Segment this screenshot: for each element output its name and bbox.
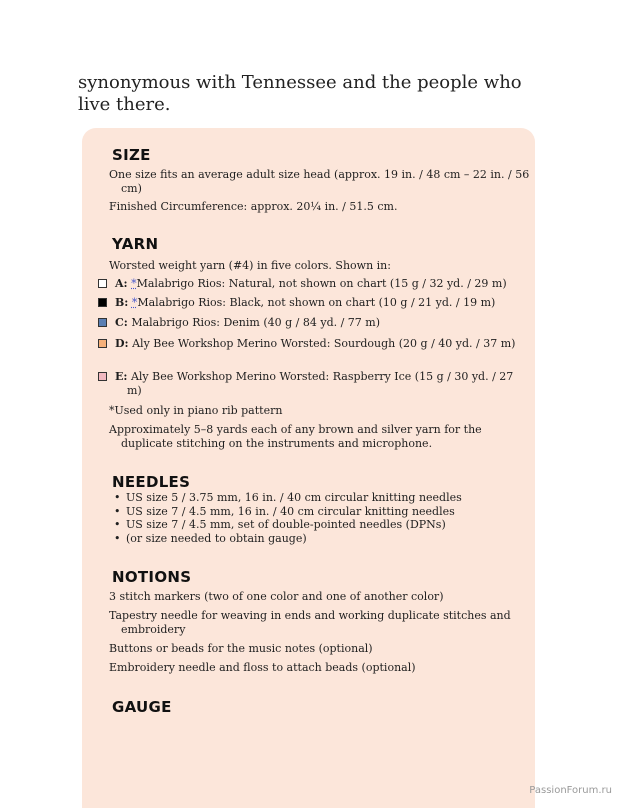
yarn-swatch-c	[98, 318, 107, 327]
list-item: • US size 5 / 3.75 mm, 16 in. / 40 cm circular knitting needles	[112, 491, 522, 505]
yarn-color-text: Aly Bee Workshop Merino Worsted: Sourdough (20 g / 40 yd. / 37 m)	[132, 337, 516, 350]
size-heading: SIZE	[112, 146, 151, 164]
needles-list	[112, 491, 522, 545]
notions-heading: NOTIONS	[112, 568, 192, 586]
yarn-color-label: D:	[115, 337, 129, 350]
yarn-color-label: B:	[115, 296, 129, 309]
list-item: • (or size needed to obtain gauge)	[112, 532, 522, 546]
yarn-color-e	[115, 370, 522, 398]
yarn-swatch-a	[98, 279, 107, 288]
yarn-color-label: A:	[115, 277, 128, 290]
yarn-color-text: Malabrigo Rios: Denim (40 g / 84 yd. / 77 m)	[131, 316, 381, 329]
size-fits-text: One size fits an average adult size head (approx. 19 in. / 48 cm – 22 in. / 56 cm)	[109, 168, 530, 195]
list-item: • US size 7 / 4.5 mm, set of double-pointed needles (DPNs)	[112, 518, 522, 532]
yarn-heading: YARN	[112, 235, 159, 253]
yarn-color-text: Aly Bee Workshop Merino Worsted: Raspberry Ice (15 g / 30 yd. / 27 m)	[127, 370, 514, 397]
yarn-color-b	[115, 296, 537, 310]
watermark: PassionForum.ru	[529, 785, 612, 796]
yarn-color-text: Malabrigo Rios: Black, not shown on chart (10 g / 21 yd. / 19 m)	[137, 296, 496, 309]
notions-item: 3 stitch markers (two of one color and one of another color)	[109, 590, 444, 603]
yarn-color-d	[115, 337, 522, 351]
yarn-extra-text: Approximately 5–8 yards each of any brown and silver yarn for the duplicate stitching on the instruments and microphone.	[109, 423, 482, 450]
asterisk-marker: *	[131, 277, 137, 290]
size-circumference-text: Finished Circumference: approx. 20¼ in. / 51.5 cm.	[109, 200, 398, 213]
list-item: • US size 7 / 4.5 mm, 16 in. / 40 cm circular knitting needles	[112, 505, 522, 519]
notions-item: Buttons or beads for the music notes (optional)	[109, 642, 373, 655]
asterisk-marker: *	[131, 296, 138, 309]
gauge-heading: GAUGE	[112, 698, 172, 716]
yarn-swatch-e	[98, 372, 107, 381]
notions-item: Embroidery needle and floss to attach beads (optional)	[109, 661, 416, 674]
yarn-color-a	[115, 277, 537, 291]
intro-paragraph: synonymous with Tennessee and the people who live there.	[78, 72, 522, 115]
pattern-info-panel	[82, 128, 535, 808]
yarn-color-c	[115, 316, 537, 330]
yarn-color-label: E:	[115, 370, 128, 383]
yarn-color-label: C:	[115, 316, 128, 329]
yarn-swatch-d	[98, 339, 107, 348]
notions-item: Tapestry needle for weaving in ends and working duplicate stitches and embroidery	[109, 609, 511, 636]
yarn-note: *Used only in piano rib pattern	[109, 404, 283, 417]
yarn-intro-text: Worsted weight yarn (#4) in five colors. Shown in:	[109, 259, 391, 272]
needles-heading: NEEDLES	[112, 473, 191, 491]
yarn-color-text: Malabrigo Rios: Natural, not shown on chart (15 g / 32 yd. / 29 m)	[136, 277, 507, 290]
yarn-swatch-b	[98, 298, 107, 307]
